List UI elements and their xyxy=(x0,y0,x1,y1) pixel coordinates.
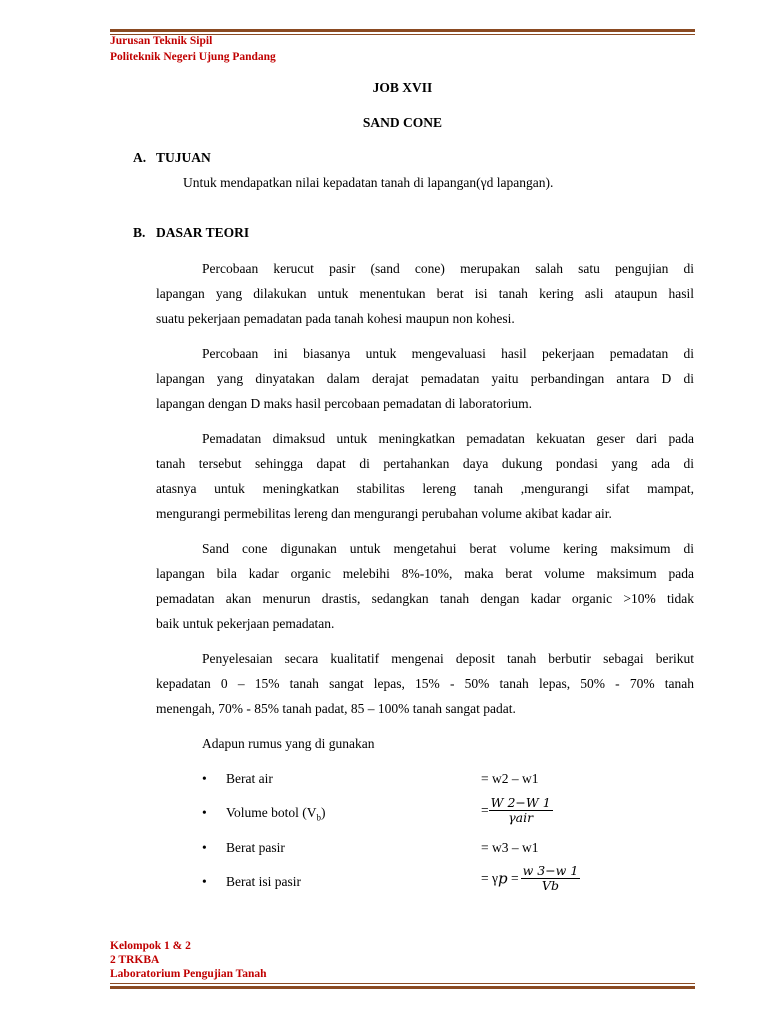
formula-volume-botol-value: = $\frac{W 2-W 1}{\text{γair}}$ xyxy=(481,795,551,825)
para4-line1: Sand cone digunakan untuk mengetahui berat volume kering maksimum di xyxy=(202,541,694,556)
section-b-label: B. xyxy=(133,225,146,240)
bullet-icon: • xyxy=(202,840,207,855)
para4-line2: lapangan bila kadar organic melebihi 8%-10%, maka berat volume maksimum pada xyxy=(156,566,694,581)
para3-line4: mengurangi permebilitas lereng dan mengurangi perubahan volume akibat kadar air. xyxy=(156,506,612,521)
para1-line2: lapangan yang dilakukan untuk menentukan berat isi tanah kering asli ataupun hasil xyxy=(156,286,694,301)
fraction-numerator: W 2−W 1 xyxy=(490,795,551,810)
section-a-heading xyxy=(133,150,211,166)
para5-line2: kepadatan 0 – 15% tanah sangat lepas, 15% - 50% tanah lepas, 50% - 70% tanah xyxy=(156,676,694,691)
para2-line1: Percobaan ini biasanya untuk mengevaluasi hasil pekerjaan pemadatan di xyxy=(202,346,694,361)
footer-rule-thin xyxy=(110,983,695,984)
formula-intro: Adapun rumus yang di gunakan xyxy=(202,736,375,751)
footer-rule-thick xyxy=(110,986,695,989)
formula-volume-botol-label: Volume botol $(V_b)$ xyxy=(226,805,326,823)
bullet-icon: • xyxy=(202,805,207,820)
para5-line1: Penyelesaian secara kualitatif mengenai deposit tanah berbutir sebagai berikut xyxy=(202,651,694,666)
formula-berat-air-value: = w2 – w1 xyxy=(481,771,539,786)
header-department: Jurusan Teknik Sipil xyxy=(110,35,213,47)
para3-line1: Pemadatan dimaksud untuk meningkatkan pemadatan kekuatan geser dari pada xyxy=(202,431,694,446)
document-subtitle: SAND CONE xyxy=(362,115,443,130)
document-title: JOB XVII xyxy=(372,80,433,95)
fraction-numerator: w 3−w 1 xyxy=(522,863,579,878)
bullet-icon: • xyxy=(202,874,207,889)
footer-class: 2 TRKBA xyxy=(110,954,160,966)
para4-line3: pemadatan akan menurun drastis, sedangkan tanah dengan kadar organic >10% tidak xyxy=(156,591,694,606)
bullet-icon: • xyxy=(202,771,207,786)
header-institution: Politeknik Negeri Ujung Pandang xyxy=(110,51,276,63)
para2-line3: lapangan dengan D maks hasil percobaan pemadatan di laboratorium. xyxy=(156,396,532,411)
formula-berat-pasir-label: Berat pasir xyxy=(226,840,285,855)
section-a-label: A. xyxy=(133,150,147,165)
para3-line2: tanah tersebut sehingga dapat di pertahankan daya dukung pondasi yang ada di xyxy=(156,456,694,471)
section-a-text: Untuk mendapatkan nilai kepadatan tanah di lapangan(γd lapangan). xyxy=(183,175,554,190)
section-a-title: TUJUAN xyxy=(156,150,211,165)
header-rule-thin xyxy=(110,34,695,35)
formula-berat-pasir-value: = w3 – w1 xyxy=(481,840,539,855)
fraction-denominator: Vb xyxy=(541,878,559,893)
para2-line2: lapangan yang dinyatakan dalam derajat pemadatan yaitu perbandingan antara D di xyxy=(156,371,694,386)
section-b-heading xyxy=(133,225,249,241)
header-rule-thick xyxy=(110,29,695,32)
para4-line4: baik untuk pekerjaan pemadatan. xyxy=(156,616,335,631)
para5-line3: menengah, 70% - 85% tanah padat, 85 – 100% tanah sangat padat. xyxy=(156,701,516,716)
formula-berat-air-label: Berat air xyxy=(226,771,273,786)
formula-berat-isi-pasir-label: Berat isi pasir xyxy=(226,874,301,889)
para1-line1: Percobaan kerucut pasir (sand cone) merupakan salah satu pengujian di xyxy=(202,261,694,276)
para3-line3: atasnya untuk meningkatkan stabilitas lereng tanah ,mengurangi sifat mampat, xyxy=(156,481,694,496)
footer-lab: Laboratorium Pengujian Tanah xyxy=(110,968,267,980)
footer-group: Kelompok 1 & 2 xyxy=(110,940,191,952)
fraction-denominator: γair xyxy=(508,810,534,825)
formula-berat-isi-pasir-value: = γp = $\frac{w 3-w 1}{Vb}$ xyxy=(481,863,579,893)
para1-line3: suatu pekerjaan pemadatan pada tanah kohesi maupun non kohesi. xyxy=(156,311,515,326)
section-b-title: DASAR TEORI xyxy=(156,225,250,240)
